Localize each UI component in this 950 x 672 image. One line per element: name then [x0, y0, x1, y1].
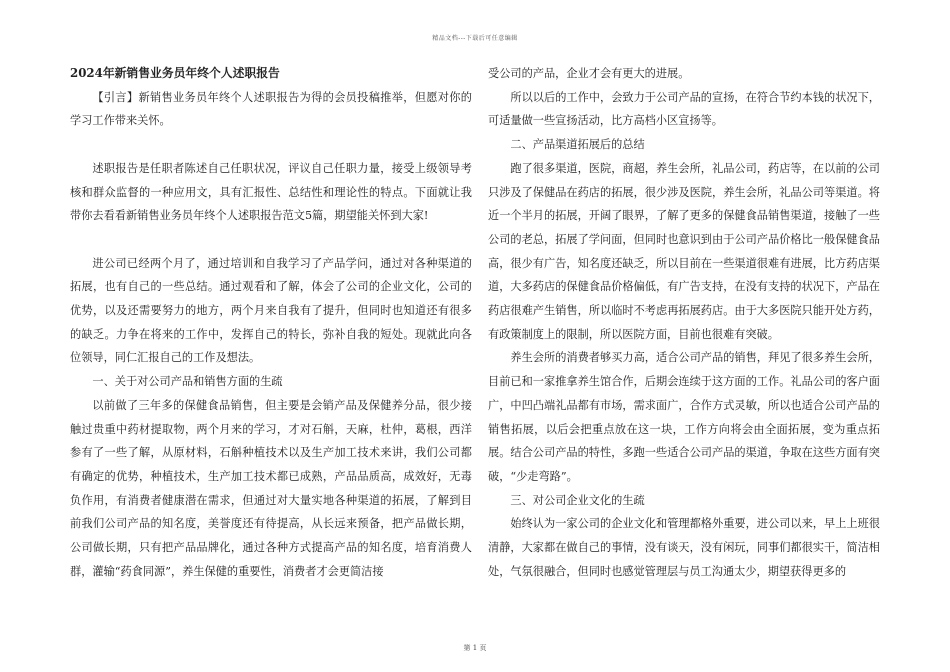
- paragraph: 进公司已经两个月了，通过培训和自我学习了产品学问，通过对各种渠道的拓展，也有自己的一些总结。通过观看和了解，体会了公司的企业文化，公司的优势，以及还需要努力的地方，两个月来自我有了提升，但同时也知道还有很多的缺乏。力争在将来的工作中，发挥自己的特长，弥补自我的短处。现就此向各位领导，同仁汇报自己的工作及想法。: [70, 256, 472, 365]
- paragraph: 所以以后的工作中，会致力于公司产品的宣扬，在符合节约本钱的状况下，可适量做一些宣扬活动，比方高档小区宣扬等。: [488, 90, 880, 128]
- paragraph: 跑了很多渠道，医院，商超，养生会所，礼品公司，药店等，在以前的公司只涉及了保健品在药店的拓展，很少涉及医院，养生会所，礼品公司等渠道。将近一个半月的拓展，开阔了眼界，了解了更多的保健食品销售渠道，接触了一些公司的老总，拓展了学问面，但同时也意识到由于公司产品价格比一般保健食品高，很少有广告，知名度还缺乏，所以目前在一些渠道很难有进展，比方药店渠道，大多药店的保健食品价格偏低，有广告支持，在没有支持的状况下，产品在药店很难产生销售，所以临时不考虑再拓展药店。由于大多医院只能开处方药，有政策制度上的限制，所以医院方面，目前也很难有突破。: [488, 161, 880, 341]
- paragraph: 养生会所的消费者够买力高，适合公司产品的销售，拜见了很多养生会所，目前已和一家推拿养生馆合作，后期会连续于这方面的工作。礼品公司的客户面广，中凹凸端礼品都有市场，需求面广，合作方式灵敏，所以也适合公司产品的销售拓展，以后会把重点放在这一块，工作方向将会由全面拓展，变为重点拓展。结合公司产品的特性，多跑一些适合公司产品的渠道，争取在这些方面有突破，“少走弯路”。: [488, 351, 880, 483]
- paragraph: 受公司的产品，企业才会有更大的进展。: [488, 67, 690, 80]
- paragraph: 始终认为一家公司的企业文化和管理都格外重要，进公司以来，早上上班很清静，大家都在做自己的事情，没有谈天，没有闲玩，同事们都很实干，简洁相处，气氛很融合，但同时也感觉管理层与员工沟通太少，期望获得更多的: [488, 517, 880, 578]
- document-title: 2024年新销售业务员年终个人述职报告: [70, 66, 280, 80]
- spacer: [70, 133, 472, 157]
- paragraph: 述职报告是任职者陈述自己任职状况，评议自己任职力量，接受上级领导考核和群众监督的一种应用文，具有汇报性、总结性和理论性的特点。下面就让我带你去看看新销售业务员年终个人述职报告范文5篇，期望能关怀到大家!: [70, 161, 472, 223]
- right-column: [488, 62, 880, 583]
- section-heading: 三、对公司企业文化的生疏: [510, 493, 645, 507]
- section-heading: 一、关于对公司产品和销售方面的生疏: [92, 375, 283, 389]
- intro-paragraph: 【引言】新销售业务员年终个人述职报告为得的会员投稿推举，但愿对你的学习工作带来关怀。: [70, 90, 472, 128]
- left-column: [70, 62, 472, 583]
- spacer: [70, 228, 472, 252]
- page-header-note: 精品文档---下载后可任意编辑: [432, 35, 518, 42]
- section-heading: 二、产品渠道拓展后的总结: [510, 138, 645, 152]
- paragraph: 以前做了三年多的保健食品销售，但主要是会销产品及保健养分品，很少接触过贵重中药材提取物，两个月来的学习，才对石斛，天麻，杜仲，葛根，西洋参有了一些了解，从原材料，石斛种植技术以及生产加工技术来讲，我们公司都有确定的优势，种植技术，生产加工技术都已成熟，产品品质高，成效好，无毒负作用，有消费者健康潜在需求，但通过对大量实地各种渠道的拓展，了解到目前我们公司产品的知名度，美誉度还有待提高，从长远来预备，把产品做长期，公司做长期，只有把产品品牌化，通过各种方式提高产品的知名度，培育消费人群，灌输“药食同源”，养生保健的重要性，消费者才会更简洁接: [70, 398, 472, 578]
- page-number: 第 1 页: [463, 644, 487, 652]
